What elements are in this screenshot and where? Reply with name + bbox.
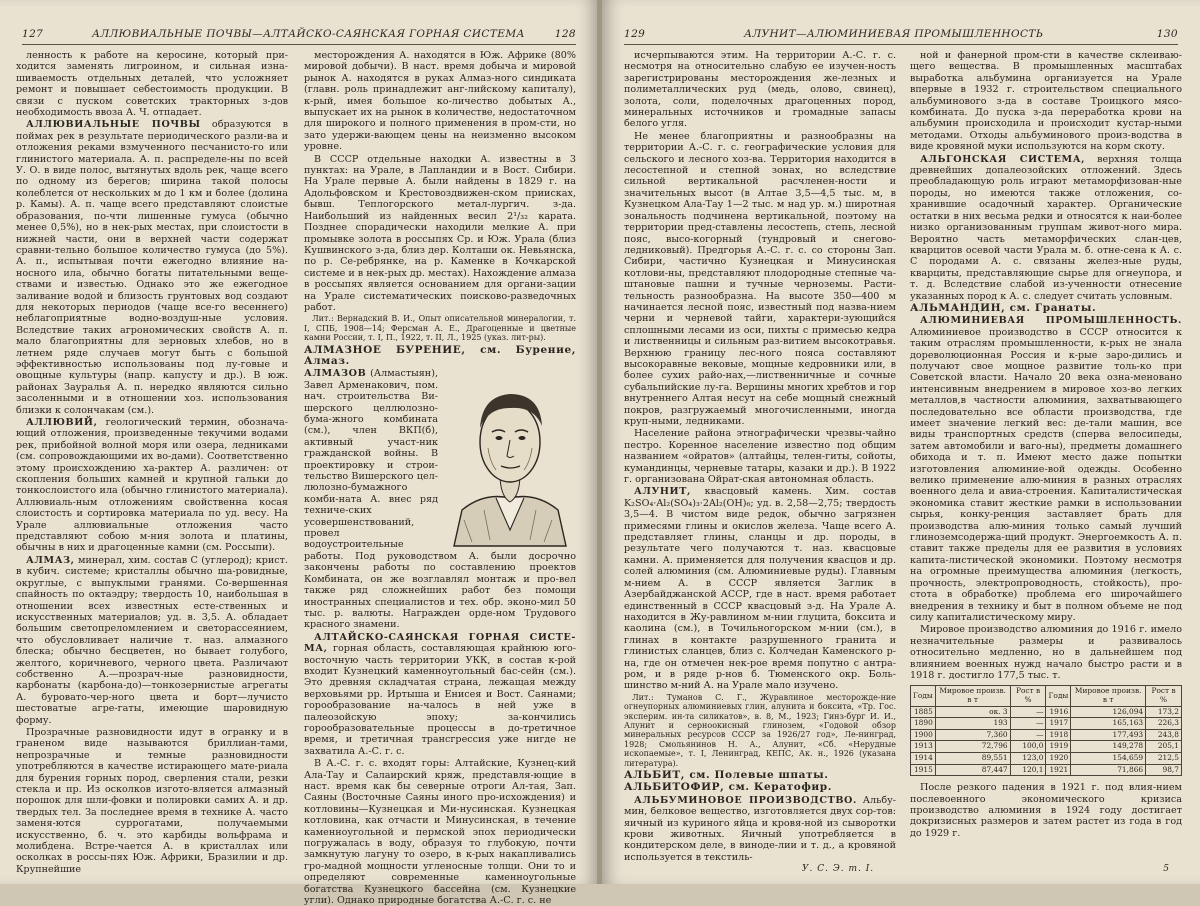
table-cell: 120,1 [1010,764,1046,776]
table-header-cell: Мировое произв. в т [935,686,1010,706]
page-number-129: 129 [624,28,646,40]
paragraph: В А.-С. г. с. входят горы: Алтайские, Кузнец-кий Ала-Тау и Салаирский кряж, представля-ющие в наст. время как бы северные отроги Ал-тая, Зап. Саяны (Восточные Саяны иного про-исхождения) и котловины—Кузнецкая и Ми-нусинская. Кузнецкая котловина, как отчасти и Минусинская, в течение каменноугольной и пермской эпох периодически погружалась в воду, образуя то глубокую, почти замкнутую лагуну то озеро, в к-рых накапливались гро-мадной мощности угленосные толщи. Они то и определяют современные каменноугольные богатства Кузнецкого бассейна (см. Кузнецкие угли). Однако природные богатства А.-С. г. с. не [304,758,576,906]
table-cell: 173,2 [1146,706,1182,718]
entry-headword: АЛУНИТ, [634,486,691,498]
table-cell: 243,8 [1146,729,1182,741]
right-header-title: АЛУНИТ—АЛЮМИНИЕВАЯ ПРОМЫШЛЕННОСТЬ [744,28,1044,40]
paragraph: месторождения А. находятся в Юж. Африке (80% мировой добычи). В наст. время добыча и мировой рынок А. находятся в руках Алмаз-ного синдиката (главн. роль принадлежит анг-лийскому капиталу), к-рый, имея большое ко-личество добытых А., выпускает их на рынок в количестве, недостаточном для широкого и полного применения в пром-сти, но зато удержи-вающем цены на неизменно высоком уровне. [304,50,576,153]
table-cell: 1919 [1046,741,1071,753]
entry-text: минерал, хим. состав C (углерод); крист. в кубич. системе; кристаллы обычно ша-ровидные, округлые, с выпуклыми гранями. Со-вершенная спайность по октаэдру; твердость 10, наибольшая в отношении всех известных есте-ственных и искусственных материалов; уд. в. 3,5. А. обладает большим светопреломлением и светорассеянием, что обусловливает наличие т. наз. алмазного блеска; обычно бесцветен, но бывает голубого, желтого, коричневого, черного цвета. Различают собственно А.—прозрач-ные разновидности, карбонаты (карбона-до)—тонкозернистые агрегаты А. буровато-чер-ного цвета и борт—лучисто шестоватые агре-гаты, имеющие шаровидную форму. [16,554,288,726]
table-header-cell: Годы [911,686,936,706]
cross-reference-entry: АЛЬБИТ, см. Полевые шпаты. [624,769,829,781]
table-cell: — [1010,718,1046,730]
left-header-title: АЛЛЮВИАЛЬНЫЕ ПОЧВЫ—АЛТАЙСКО-САЯНСКАЯ ГОРНАЯ СИСТЕМА [92,28,525,40]
entry-text: образуются в поймах рек в результате периодического разли-ва и отложения реками взмученного песчанисто-го или глинистого материала. А. п. распределе-ны по всей У. О. в виде полос, вытянутых вдоль рек, чаще всего по одному из берегов; ширина такой полосы колеблется от нескольких м до 1 км и более (долина р. Камы). А. п. чаще всего представляют слоистые образования, по-чти лишенные гумуса (обычно менее 0,5%), но в нек-рых местах, при слоистости в нижней части, они в верхней части содержат сравни-тельно большое количество гумуса (до 5%). А. п., испытывая почти ежегодно влияние на-носного ила, обычно богаты питательными веще-ствами и известью. Однако это же ежегодное заливание водой и близость грунтовых вод создают для некоторых периодов (чаще все-го весеннего) неблагоприятные водно-воздуш-ные условия. Вследствие таких агрономических свойств А. п. мало благоприятны для зерновых хлебов, но в летнем ряде случаев могут быть с большой эффективностью использованы под лу-говые и овощные культуры (напр. капусту и др.). В юж. районах Зауралья А. п. нередко являются сильно засоленными и в отношении хоз. использования близки к солончакам (см.). [16,119,288,416]
encyclopedia-entry [624,795,896,863]
literature-note: Лит.: Вернадский В. И., Опыт описательной минералогии, т. I, СПБ, 1908—14; Ферсман А. Е., Драгоценные и цветные камни России, т. I, П., 1922, т. II, Л., 1925 (указ. лит-ры). [304,314,576,343]
entry-text: горная область, составляющая крайнюю юго-восточную часть территории УКК, в состав к-рой входит Кузнецкий каменноугольный бас-сейн (см.). Это древняя складчатая страна, лежащая между верховьями рр. Иртыша и Енисея и Вост. Саянами; горообразование на-чалось в ней уже в палеозойскую эпоху; за-кончились горообразовательные процессы в до-третичное время, и третичная трансгрессия уже нигде не захватила А.-С. г. с. [304,643,576,757]
table-cell: 126,094 [1071,706,1146,718]
paragraph: В СССР отдельные находки А. известны в 3 пунктах: на Урале, в Лапландии и в Вост. Сибири. На Урале первые А. были найдены в 1829 г. на Адольфовском и Крестовоздвижен-ском приисках, бывш. Теплогорского метал-лургич. з-да. Наибольший из найденных весил 2¹/₃₂ карата. Позднее спорадически находили мелкие А. при промывке золота в россыпях Ср. и Юж. Урала (близ Кушвинского з-да, близ дер. Колташи ок. Невьянска, по р. Се-ребрянке, на р. Каменке в Кочкарской системе и в нек-рых др. местах). Нахождение алмаза в россыпях является основанием для органи-зации на Урале систематических поисково-разведочных работ. [304,153,576,313]
page-number-130: 130 [1156,28,1178,40]
page-number-128: 128 [554,28,576,40]
paragraph: Прозрачные разновидности идут в огранку и в граненом виде называются бриллиан-тами, непрозрачные и темные разновидности употребляются в качестве истирающего мате-риала для бурения горных пород, сверления стали, резки стекла и пр. Из осколков изгото-вляется алмазный порошок для шли-фовки и полировки самих А. и др. твердых тел. За последнее время в технике А. часто заменя-ются суррогатами, получаемыми искусственно, б. ч. это карбиды вольфрама и молибдена. Встре-чается А. в кристаллах или осколках в россы-пях Юж. Африки, Бразилии и др. Крупнейшие [16,726,288,875]
table-header-cell: Годы [1046,686,1071,706]
table-row [911,729,1182,741]
encyclopedia-entry [910,315,1182,623]
portrait-illustration [444,370,576,546]
table-cell: 1918 [1046,729,1071,741]
table-header-cell: Рост в % [1010,686,1046,706]
encyclopedia-entry [16,555,288,726]
page-number-127: 127 [22,28,44,40]
left-page [0,0,598,906]
aluminium-production-table [910,685,1182,776]
table-row [911,764,1182,776]
left-column-2 [304,50,576,906]
table-cell: 72,796 [935,741,1010,753]
paragraph: Не менее благоприятны и разнообразны на территории А.-С. г. с. географические условия для сельского и лесного хоз-ва. Территория находится в лесостепной и степной зонах, но вследствие сильной вертикальной расчленен-ности и значительных высот (в Алтае 3,5—4,5 тыс. м, в Кузнецком Ала-Тау 1—2 тыс. м над ур. м.) широтная зональность подчинена вертикальной, поэтому на территории пред-ставлены лесостепь, степь, лесной пояс, высо-когорный (тундровый и снегово-ледниковый). Предгорья А.-С. г. с. со стороны Зап. Сибири, частично Кузнецкая и Минусинская котлови-ны, представляют плодородные степные ча-штановые пашни и тучные черноземы. Расти-тельность разнообразна. На высоте 350—400 м начинается лесной пояс, известный под назва-нием черни и черневой тайги, характери-зующийся сплошными лесами из оси, пихты с примесью кедра и лиственницы и сильным раз-витием высокотравья. Верхнюю границу лес-ного пояса составляют высокоравные вековые, мощные кедровники или, в более сухих райо-нах,—лиственничные и сочные субальпийские лу-га. Вершины многих хребтов и гор внутреннего Алтая несут на себе мощный снежный покров, разгружаемый многочисленными, иногда круп-ными, ледниками. [624,130,896,427]
encyclopedia-entry [910,154,1182,302]
table-cell: 1885 [911,706,936,718]
table-cell: 1890 [911,718,936,730]
table-cell: 149,278 [1071,741,1146,753]
table-cell: 1913 [911,741,936,753]
table-cell: 165,163 [1071,718,1146,730]
table-row [911,718,1182,730]
entry-headword: АЛМАЗ, [26,554,75,566]
literature-note: Лит.: Туманов С. Г., Журавлиное месторожде-ние огнеупорных алюминиевых глин, алунита и боксита, «Тр. Гос. эксперим. ин-та силикатов», в. 8, М., 1923; Гинз-бург И. И., Алунит и серноокисный глинозем, «Годовой обзор минеральных ресурсов СССР за 1926/27 год», Ле-нинград, 1928; Смольянинов Н. А., Алунит, «Сб. «Нерудные ископаемые», т. I, Ленинград, КЕПС, Ак. н., 1926 (указана литература). [624,692,896,768]
table-cell: 154,659 [1071,752,1146,764]
encyclopedia-entry [16,119,288,416]
table-header-cell: Мировое произв. в т [1071,686,1146,706]
paragraph: ной и фанерной пром-сти в качестве склеиваю-щего вещества. В промышленных масштабах выработка альбумина организуется на Урале впервые в 1932 г. строительством специального альбуминового з-да в составе Троицкого мясо-комбината. До пуска з-да переработка крови на альбумин происходила и происходит кустар-ными методами. Отходы альбуминового произ-водства в виде кровяной муки используются на корм скоту. [910,50,1182,153]
table-cell: 205,1 [1146,741,1182,753]
paragraph: Мировое производство алюминия до 1916 г. имело незначительные размеры и развивалось относительно медленно, но в дальнейшем под влиянием военных нужд начало быстро расти и в 1918 г. достигло 177,5 тыс. т. [910,624,1182,681]
table-cell: 193 [935,718,1010,730]
left-running-header [22,28,576,45]
right-column-2 [910,50,1182,858]
entry-headword: АЛЛЮВИЙ, [26,417,98,428]
cross-reference-entry: АЛЬМАНДИН, см. Гранаты. [910,301,1097,314]
cross-reference-entry: АЛЬБИТОФИР, см. Кератофир. [624,781,833,794]
almazov-text: (Алмастыян), Завел Арменакович, пом. нач. строительства Ви-шерского целлюлозно-бума-жного комбината (см.), член ВКП(б), активный участ-ник гражданской войны. В проектировку и строи-тельство Вишерского цел-люлозно-бумажного комби-ната А. внес ряд техниче-ских усовершенствований, провел водоустроительные работы. Под руководством А. были досрочно закончены работы по составлению проектов Комбината, он же возглавлял монтаж и про-вел также ряд сложнейших работ без помощи иностранных специалистов и тех. обр. эконо-мил 50 тыс. р. валюты. Награжден орде-ном Трудового красного знамени. [304,368,576,631]
table-cell: 1921 [1046,764,1071,776]
table-cell: 98,7 [1146,764,1182,776]
table-cell: 1915 [911,764,936,776]
entry-text: верхняя толща древнейших допалеозойских отложений. Здесь преобладающую роль играют метаморфизован-ные породы, но имеются также отложения, со-хранившие осадочный характер. Органические остатки в них весьма редки и относятся к наи-более низко организованным группам живот-ного мира. Вероятно часть метаморфических слан-цев, кварцитов осевой части Урала м. б. отне-сена к А. с. С породами А. с. связаны желез-ные руды, кварциты, представляющие сырье для огнеупора, и т. д. Вследствие слабой из-ученности отнесение указанных пород к А. с. следует считать условным. [910,153,1182,302]
cross-reference-entry: АЛМАЗНОЕ БУРЕНИЕ, см. Бурение, Алмаз. [304,343,576,367]
table-row [911,706,1182,718]
table-cell: 87,447 [935,764,1010,776]
entry-headword: АЛЛЮВИАЛЬНЫЕ ПОЧВЫ [26,119,201,131]
almazov-head: АЛМАЗОВ [304,368,367,380]
signature-mark: У. С. Э. т. I. [802,864,875,874]
entry-text: геологический термин, обознача-ющий отложения, произведенные текучими водами рек, прибойной волной моря или озера, ледниками (см. сопровождающими их во-дами). Соответственно этому происхождению ха-рактер А. различен: от скопления больших камней и крупной гальки до тонкослоистого ила (обычно глинистого материала). Аллювиаль-ным отложениям свойственна косая слоистость и сортировка материала по уд. весу. На Урале аллювиальные отложения часто представляют собою м-ния золота и платины, обычны в них и драгоценные камни (см. Россыпи). [16,417,288,554]
right-column-1 [624,50,896,863]
table-cell: 7,360 [935,729,1010,741]
entry-text: квасцовый камень. Хим. состав K₂SO₄·Al₂(SO₄)₃·2Al₂(OH)₆; уд. в. 2,58—2,75; твердость 3,5—4. В чистом виде редок, обычно загрязнен примесями глины и окислов железа. Чаще всего А. представляет глины, сланцы и др. породы, в результате чего получаются т. наз. квасцовые камни. А. применяется для получения квасцов и др. солей алюминия (см. Алюминиевые руды). Главным м-нием А. в СССР является Заглик в Азербайджанской АССР, где в наст. время работает единственный в СССР квасцовый з-д. На Урале А. находится в Жу-равлином м-нии глуцита, боксита и каолина (см.), в Точильногорском м-нии (см.), в глинах в контакте разрушенного гранита и глинистых сланцев, близ с. Колчедан Каменского р-на, где он отмечен нек-рое время попутно с антра-ром, и в ряде р-нов б. Тюменского окр. Боль-шинство м-ний А. на Урале мало изучено. [624,486,896,692]
table-cell: 226,3 [1146,718,1182,730]
table-cell: 1914 [911,752,936,764]
entry-headword: АЛЬБУМИНОВОЕ ПРОИЗВОДСТВО. [634,794,857,806]
entry-headword: АЛЬГОНСКАЯ СИСТЕМА, [920,153,1086,165]
table-cell: 212,5 [1146,752,1182,764]
table-row [911,741,1182,753]
table-header-cell: Рост в % [1146,686,1182,706]
table-cell: 1917 [1046,718,1071,730]
table-cell: ок. 3 [935,706,1010,718]
table-cell: 89,551 [935,752,1010,764]
entry-text: Алюминиевое производство в СССР относится к таким отраслям промышленности, к-рых не знала дореволюционная Россия и к-рые заро-дились и получают свое мощное развитие толь-ко при Советской власти. Начало 20 века озна-меновано интенсивным внедрением в мировое хоз-во легких металлов,в частности алюминия, захватывающего последовательно все области производства, где имеет значение легкий вес: де-тали машин, все виды транспортных средств (сперва велосипеды, затем автомобили и ваго-ны), предметы домашнего обихода и т. п. Имеют место даже попытки изготовления алюминие-вой одежды. Особенно велико применение алю-миния в разных отраслях военного дела и авиа-строения. Капиталистическая экономика ставит жесткие рамки в использовании сырья, конку-ренция заставляет брать для производства алю-миния только самый лучший глиноземсодержа-щий продукт. Энергоемкость А. п. ставит также пределы для ее развития в условиях капита-листической экономики. Поэтому несмотря на огромные преимущества алюминия (легкость, прочность, электропроводность, стойкость), про-стота в обработке) проблема его широчайшего внедрения в технику и быт в полном объеме не под силу капиталистическому миру. [910,326,1182,623]
entry-text: Альбу-мин, белковое вещество, изготовляется двух сор-тов: яичный из куриного яйца и кровя-ной из сыворотки крови животных. Яичный употребляется в кондитерском деле, в виноде-лии и т. д., а кровяной используется в текстиль- [624,794,896,863]
encyclopedia-entry [624,486,896,691]
table-cell: 71,866 [1071,764,1146,776]
table-cell: 1916 [1046,706,1071,718]
table-cell: 1900 [911,729,936,741]
encyclopedia-entry [304,632,576,757]
entry-headword: АЛТАЙСКО-САЯНСКАЯ ГОРНАЯ СИСТЕ-МА, [304,631,576,655]
encyclopedia-entry [16,417,288,554]
paragraph: После резкого падения в 1921 г. под влия-нием послевоенного экономического кризиса производство алюминия в 1924 году достигает докризисных размеров и затем растет из года в год до 1929 г. [910,782,1182,839]
table-cell: 100,0 [1010,741,1046,753]
table-cell: 177,493 [1071,729,1146,741]
table-cell: — [1010,706,1046,718]
table-cell: 1920 [1046,752,1071,764]
paragraph: исчерпываются этим. На территории А.-С. г. с. несмотря на относительно слабую ее изучен-ность зарегистрированы месторождения же-лезных и полиметаллических руд (медь, олово, свинец), золота, соли, поделочных драгоценных пород, минеральных источников и громадные запасы белого угля. [624,50,896,130]
paragraph: Население района этнографически чрезвы-чайно пестро. Коренное население известно под общим названием «ойратов» (алтайцы, телен-гиты, сойоты, кумандинцы, черневые татары, казаки и др.). В 1922 г. организована Ойрат-ская автономная область. [624,428,896,486]
right-page [602,0,1200,884]
sheet-number: 5 [1163,864,1170,874]
almazov-bio [304,368,576,630]
table-row [911,752,1182,764]
right-running-header [624,28,1178,45]
entry-headword: АЛЮМИНИЕВАЯ ПРОМЫШЛЕННОСТЬ. [920,315,1182,327]
table-cell: 123,0 [1010,752,1046,764]
left-column-1 [16,50,288,875]
table-cell: — [1010,729,1046,741]
paragraph: ленность к работе на керосине, который при-ходится заменять лигроином, и сильная изна-шиваемость отдельных деталей, что усложняет ремонт и повышает себестоимость продукции. В связи с пуском советских тракторных з-дов необходимость ввоза А. Ч. отпадает. [16,50,288,119]
